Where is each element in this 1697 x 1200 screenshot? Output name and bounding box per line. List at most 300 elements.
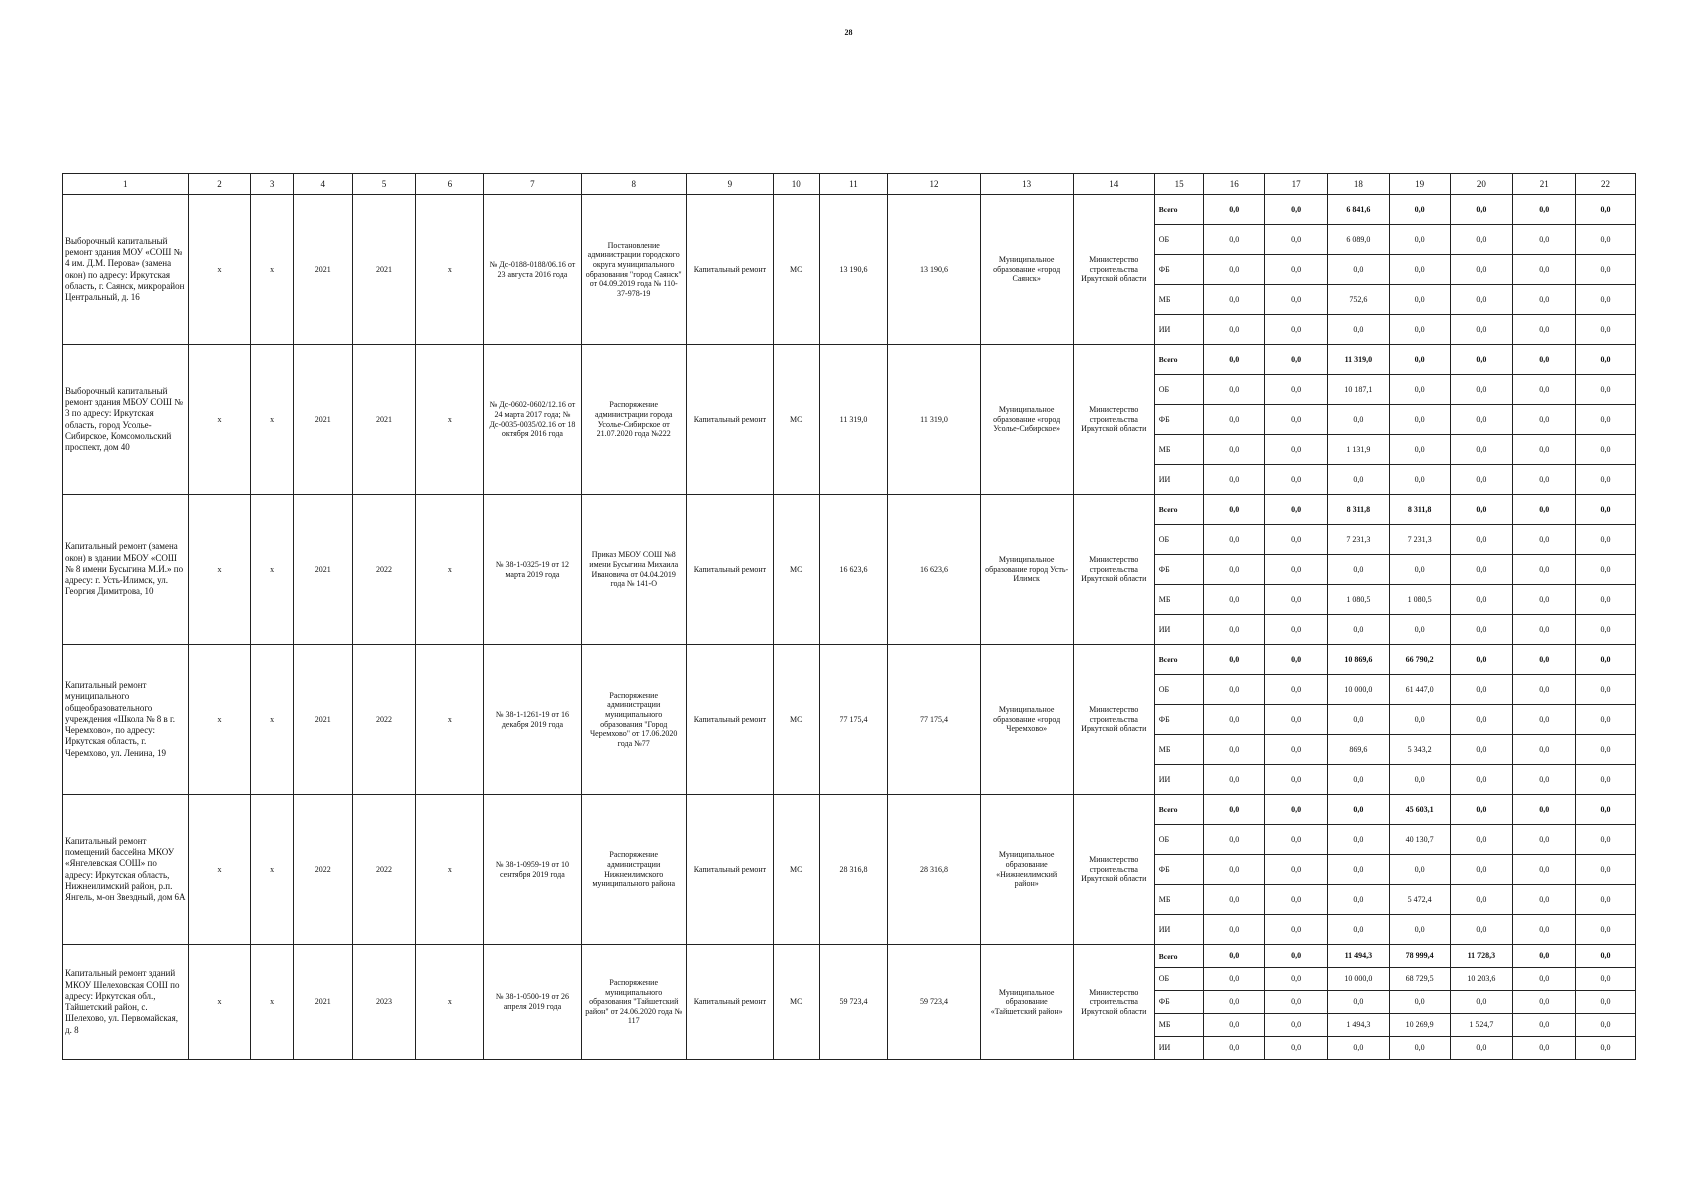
funding-value: 0,0: [1389, 195, 1450, 225]
funding-value: 0,0: [1204, 825, 1265, 855]
column-header: 17: [1265, 174, 1328, 195]
funding-value: 0,0: [1389, 225, 1450, 255]
funding-value: 8 311,8: [1327, 495, 1389, 525]
cell-col-2: х: [188, 945, 251, 1060]
cell-col-2: х: [188, 345, 251, 495]
cell-col-6: х: [416, 195, 484, 345]
funding-value: 0,0: [1265, 735, 1328, 765]
funding-value: 0,0: [1204, 945, 1265, 968]
funding-source-label: ФБ: [1154, 705, 1204, 735]
work-type: Капитальный ремонт: [686, 195, 773, 345]
funding-value: 0,0: [1265, 195, 1328, 225]
funding-value: 0,0: [1450, 615, 1513, 645]
column-header: 2: [188, 174, 251, 195]
funding-value: 0,0: [1576, 991, 1636, 1014]
funding-value: 0,0: [1450, 405, 1513, 435]
funding-value: 0,0: [1576, 705, 1636, 735]
funding-value: 0,0: [1265, 495, 1328, 525]
funding-value: 0,0: [1450, 465, 1513, 495]
funding-value: 0,0: [1265, 405, 1328, 435]
cell-col-6: х: [416, 795, 484, 945]
funding-value: 0,0: [1389, 555, 1450, 585]
funding-value: 0,0: [1389, 465, 1450, 495]
funding-value: 0,0: [1204, 525, 1265, 555]
funding-value: 0,0: [1327, 825, 1389, 855]
funding-source-label: ОБ: [1154, 225, 1204, 255]
funding-value: 0,0: [1513, 585, 1576, 615]
column-header: 15: [1154, 174, 1204, 195]
funding-value: 0,0: [1513, 795, 1576, 825]
funding-value: 0,0: [1327, 885, 1389, 915]
funding-value: 0,0: [1450, 555, 1513, 585]
funding-value: 0,0: [1265, 825, 1328, 855]
funding-source-label: ОБ: [1154, 375, 1204, 405]
funding-value: 0,0: [1204, 315, 1265, 345]
funding-value: 0,0: [1450, 1037, 1513, 1060]
start-year: 2021: [293, 495, 352, 645]
cell-col-6: х: [416, 495, 484, 645]
funding-value: 0,0: [1265, 765, 1328, 795]
funding-value: 0,0: [1265, 645, 1328, 675]
cell-col-6: х: [416, 945, 484, 1060]
funding-row: [63, 195, 1636, 225]
funding-value: 0,0: [1389, 435, 1450, 465]
funding-value: 0,0: [1204, 225, 1265, 255]
funding-value: 0,0: [1576, 255, 1636, 285]
funding-value: 0,0: [1576, 795, 1636, 825]
estimated-cost: 13 190,6: [819, 195, 888, 345]
funding-value: 0,0: [1327, 991, 1389, 1014]
column-header: 20: [1450, 174, 1513, 195]
funding-value: 0,0: [1265, 1014, 1328, 1037]
funding-value: 0,0: [1265, 255, 1328, 285]
funding-value: 0,0: [1265, 465, 1328, 495]
column-header: 12: [888, 174, 980, 195]
municipality: Муниципальное образование город Усть-Илимск: [980, 495, 1073, 645]
funding-value: 0,0: [1450, 735, 1513, 765]
funding-value: 0,0: [1204, 255, 1265, 285]
remaining-cost: 28 316,8: [888, 795, 980, 945]
funding-value: 0,0: [1204, 1014, 1265, 1037]
funding-value: 869,6: [1327, 735, 1389, 765]
funding-value: 0,0: [1265, 525, 1328, 555]
funding-value: 0,0: [1204, 735, 1265, 765]
funding-source-label: ОБ: [1154, 825, 1204, 855]
page-number: 28: [844, 28, 853, 37]
investment-table-container: [62, 173, 1636, 1060]
investment-table: [62, 173, 1636, 1060]
funding-value: 0,0: [1513, 1037, 1576, 1060]
funding-source-label: Всего: [1154, 795, 1204, 825]
funding-value: 0,0: [1389, 345, 1450, 375]
funding-value: 0,0: [1265, 915, 1328, 945]
column-header: 8: [581, 174, 686, 195]
funding-value: 0,0: [1576, 525, 1636, 555]
remaining-cost: 16 623,6: [888, 495, 980, 645]
cell-col-3: х: [251, 945, 294, 1060]
cell-col-3: х: [251, 195, 294, 345]
funding-value: 0,0: [1576, 968, 1636, 991]
funding-value: 0,0: [1204, 915, 1265, 945]
approval-document: Распоряжение администрации Нижнеилимского муниципального района: [581, 795, 686, 945]
funding-value: 0,0: [1204, 285, 1265, 315]
funding-value: 0,0: [1576, 345, 1636, 375]
funding-value: 0,0: [1513, 405, 1576, 435]
funding-value: 0,0: [1450, 991, 1513, 1014]
estimated-cost: 28 316,8: [819, 795, 888, 945]
funding-value: 0,0: [1389, 1037, 1450, 1060]
funding-value: 0,0: [1576, 285, 1636, 315]
funding-value: 0,0: [1265, 1037, 1328, 1060]
funding-value: 0,0: [1450, 315, 1513, 345]
funding-value: 0,0: [1327, 255, 1389, 285]
funding-value: 0,0: [1450, 585, 1513, 615]
funding-value: 0,0: [1265, 315, 1328, 345]
column-header: 22: [1576, 174, 1636, 195]
responsible-ministry: Министерство строительства Иркутской области: [1073, 345, 1154, 495]
funding-value: 0,0: [1327, 615, 1389, 645]
remaining-cost: 59 723,4: [888, 945, 980, 1060]
municipality: Муниципальное образование «город Усолье-Сибирское»: [980, 345, 1073, 495]
funding-value: 0,0: [1389, 615, 1450, 645]
unit: МС: [773, 795, 819, 945]
unit: МС: [773, 195, 819, 345]
column-header: 16: [1204, 174, 1265, 195]
funding-value: 0,0: [1450, 435, 1513, 465]
expertise-conclusion: № 38-1-0500-19 от 26 апреля 2019 года: [484, 945, 581, 1060]
column-header: 6: [416, 174, 484, 195]
column-header: 14: [1073, 174, 1154, 195]
approval-document: Постановление администрации городского округа муниципального образования "город Саянск" от 04.09.2019 года № 110-37-978-19: [581, 195, 686, 345]
expertise-conclusion: № Дс-0188-0188/06.16 от 23 августа 2016 года: [484, 195, 581, 345]
remaining-cost: 11 319,0: [888, 345, 980, 495]
funding-value: 0,0: [1265, 795, 1328, 825]
funding-source-label: ОБ: [1154, 968, 1204, 991]
cell-col-2: х: [188, 645, 251, 795]
funding-source-label: МБ: [1154, 1014, 1204, 1037]
funding-value: 0,0: [1450, 705, 1513, 735]
funding-value: 0,0: [1450, 645, 1513, 675]
funding-value: 0,0: [1576, 555, 1636, 585]
cell-col-3: х: [251, 345, 294, 495]
funding-value: 0,0: [1204, 585, 1265, 615]
cell-col-2: х: [188, 795, 251, 945]
funding-value: 0,0: [1450, 195, 1513, 225]
funding-row: [63, 945, 1636, 968]
funding-value: 0,0: [1450, 885, 1513, 915]
funding-source-label: ИИ: [1154, 465, 1204, 495]
funding-value: 0,0: [1389, 315, 1450, 345]
funding-row: [63, 345, 1636, 375]
funding-value: 0,0: [1204, 405, 1265, 435]
funding-value: 8 311,8: [1389, 495, 1450, 525]
remaining-cost: 13 190,6: [888, 195, 980, 345]
work-type: Капитальный ремонт: [686, 795, 773, 945]
end-year: 2021: [352, 195, 416, 345]
funding-value: 0,0: [1265, 945, 1328, 968]
funding-value: 0,0: [1265, 375, 1328, 405]
funding-value: 1 524,7: [1450, 1014, 1513, 1037]
funding-value: 11 728,3: [1450, 945, 1513, 968]
cell-col-3: х: [251, 645, 294, 795]
expertise-conclusion: № Дс-0602-0602/12.16 от 24 марта 2017 года; № Дс-0035-0035/02.16 от 18 октября 2016 года: [484, 345, 581, 495]
funding-source-label: ОБ: [1154, 675, 1204, 705]
funding-source-label: ИИ: [1154, 765, 1204, 795]
end-year: 2022: [352, 645, 416, 795]
approval-document: Распоряжение муниципального образования "Тайшетский район" от 24.06.2020 года № 117: [581, 945, 686, 1060]
funding-source-label: МБ: [1154, 585, 1204, 615]
approval-document: Распоряжение администрации муниципального образования "Город Черемхово" от 17.06.2020 года №77: [581, 645, 686, 795]
funding-value: 1 494,3: [1327, 1014, 1389, 1037]
funding-value: 1 080,5: [1389, 585, 1450, 615]
municipality: Муниципальное образование «город Черемхово»: [980, 645, 1073, 795]
funding-value: 0,0: [1513, 495, 1576, 525]
funding-value: 0,0: [1327, 915, 1389, 945]
funding-value: 0,0: [1513, 645, 1576, 675]
funding-value: 0,0: [1389, 255, 1450, 285]
funding-source-label: ФБ: [1154, 255, 1204, 285]
funding-value: 0,0: [1450, 675, 1513, 705]
work-type: Капитальный ремонт: [686, 345, 773, 495]
funding-value: 0,0: [1513, 465, 1576, 495]
funding-value: 0,0: [1204, 345, 1265, 375]
unit: МС: [773, 945, 819, 1060]
funding-value: 0,0: [1576, 855, 1636, 885]
funding-source-label: МБ: [1154, 435, 1204, 465]
funding-value: 0,0: [1513, 555, 1576, 585]
funding-value: 66 790,2: [1389, 645, 1450, 675]
funding-value: 0,0: [1450, 495, 1513, 525]
cell-col-2: х: [188, 495, 251, 645]
expertise-conclusion: № 38-1-0959-19 от 10 сентября 2019 года: [484, 795, 581, 945]
funding-value: 1 080,5: [1327, 585, 1389, 615]
funding-value: 0,0: [1576, 195, 1636, 225]
funding-value: 0,0: [1576, 405, 1636, 435]
funding-value: 0,0: [1265, 225, 1328, 255]
funding-value: 68 729,5: [1389, 968, 1450, 991]
funding-value: 0,0: [1450, 375, 1513, 405]
funding-value: 0,0: [1513, 315, 1576, 345]
funding-value: 0,0: [1389, 915, 1450, 945]
estimated-cost: 59 723,4: [819, 945, 888, 1060]
unit: МС: [773, 495, 819, 645]
funding-value: 0,0: [1389, 705, 1450, 735]
funding-value: 0,0: [1450, 285, 1513, 315]
funding-value: 0,0: [1265, 705, 1328, 735]
funding-value: 0,0: [1576, 675, 1636, 705]
funding-value: 0,0: [1576, 1014, 1636, 1037]
column-number-row: [63, 174, 1636, 195]
funding-source-label: Всего: [1154, 495, 1204, 525]
funding-value: 0,0: [1450, 765, 1513, 795]
funding-value: 10 269,9: [1389, 1014, 1450, 1037]
funding-row: [63, 495, 1636, 525]
end-year: 2023: [352, 945, 416, 1060]
funding-value: 0,0: [1204, 375, 1265, 405]
municipality: Муниципальное образование «Нижнеилимский район»: [980, 795, 1073, 945]
cell-col-6: х: [416, 645, 484, 795]
funding-value: 1 131,9: [1327, 435, 1389, 465]
funding-value: 0,0: [1389, 765, 1450, 795]
funding-value: 0,0: [1513, 525, 1576, 555]
funding-value: 0,0: [1265, 855, 1328, 885]
funding-value: 11 494,3: [1327, 945, 1389, 968]
funding-value: 0,0: [1265, 435, 1328, 465]
estimated-cost: 11 319,0: [819, 345, 888, 495]
funding-value: 0,0: [1576, 1037, 1636, 1060]
funding-value: 0,0: [1513, 345, 1576, 375]
funding-value: 0,0: [1513, 285, 1576, 315]
funding-value: 0,0: [1513, 915, 1576, 945]
funding-value: 10 187,1: [1327, 375, 1389, 405]
funding-value: 0,0: [1576, 435, 1636, 465]
funding-value: 0,0: [1265, 991, 1328, 1014]
work-type: Капитальный ремонт: [686, 495, 773, 645]
remaining-cost: 77 175,4: [888, 645, 980, 795]
column-header: 3: [251, 174, 294, 195]
funding-value: 0,0: [1513, 225, 1576, 255]
funding-value: 0,0: [1576, 225, 1636, 255]
start-year: 2022: [293, 795, 352, 945]
funding-value: 0,0: [1204, 465, 1265, 495]
funding-value: 0,0: [1327, 465, 1389, 495]
funding-value: 0,0: [1576, 735, 1636, 765]
funding-value: 0,0: [1204, 555, 1265, 585]
project-description: Капитальный ремонт (замена окон) в здании МБОУ «СОШ № 8 имени Бусыгина М.И.» по адресу: г. Усть-Илимск, ул. Георгия Димитрова, 10: [63, 495, 189, 645]
funding-value: 0,0: [1513, 735, 1576, 765]
funding-value: 10 869,6: [1327, 645, 1389, 675]
funding-value: 0,0: [1204, 795, 1265, 825]
funding-value: 0,0: [1265, 555, 1328, 585]
expertise-conclusion: № 38-1-0325-19 от 12 марта 2019 года: [484, 495, 581, 645]
funding-value: 0,0: [1450, 915, 1513, 945]
funding-value: 0,0: [1204, 1037, 1265, 1060]
funding-value: 0,0: [1513, 765, 1576, 795]
project-description: Капитальный ремонт зданий МКОУ Шелеховская СОШ по адресу: Иркутская обл., Тайшетский район, с. Шелехово, ул. Первомайская, д. 8: [63, 945, 189, 1060]
approval-document: Распоряжение администрации города Усолье-Сибирское от 21.07.2020 года №222: [581, 345, 686, 495]
funding-source-label: МБ: [1154, 285, 1204, 315]
cell-col-2: х: [188, 195, 251, 345]
estimated-cost: 77 175,4: [819, 645, 888, 795]
funding-value: 0,0: [1389, 375, 1450, 405]
funding-value: 0,0: [1265, 285, 1328, 315]
funding-value: 0,0: [1204, 435, 1265, 465]
funding-value: 0,0: [1576, 375, 1636, 405]
funding-value: 0,0: [1513, 615, 1576, 645]
column-header: 13: [980, 174, 1073, 195]
funding-value: 0,0: [1576, 495, 1636, 525]
funding-value: 0,0: [1576, 885, 1636, 915]
funding-source-label: ФБ: [1154, 405, 1204, 435]
funding-value: 0,0: [1450, 825, 1513, 855]
funding-value: 10 000,0: [1327, 675, 1389, 705]
funding-value: 0,0: [1389, 855, 1450, 885]
funding-value: 7 231,3: [1389, 525, 1450, 555]
work-type: Капитальный ремонт: [686, 645, 773, 795]
project-description: Капитальный ремонт помещений бассейна МКОУ «Янгелевская СОШ» по адресу: Иркутская область, Нижнеилимский район, р.п. Янгель, м-он Звездный, дом 6А: [63, 795, 189, 945]
funding-value: 0,0: [1204, 675, 1265, 705]
funding-value: 0,0: [1265, 675, 1328, 705]
column-header: 11: [819, 174, 888, 195]
unit: МС: [773, 645, 819, 795]
funding-value: 0,0: [1389, 405, 1450, 435]
funding-value: 0,0: [1576, 615, 1636, 645]
start-year: 2021: [293, 195, 352, 345]
funding-value: 10 203,6: [1450, 968, 1513, 991]
funding-value: 0,0: [1204, 195, 1265, 225]
end-year: 2022: [352, 495, 416, 645]
funding-value: 0,0: [1513, 705, 1576, 735]
funding-value: 0,0: [1576, 315, 1636, 345]
funding-value: 0,0: [1204, 855, 1265, 885]
funding-value: 0,0: [1576, 765, 1636, 795]
funding-source-label: МБ: [1154, 885, 1204, 915]
column-header: 9: [686, 174, 773, 195]
funding-value: 0,0: [1389, 285, 1450, 315]
funding-value: 0,0: [1513, 885, 1576, 915]
funding-value: 0,0: [1204, 645, 1265, 675]
funding-value: 0,0: [1327, 555, 1389, 585]
funding-value: 0,0: [1204, 968, 1265, 991]
funding-value: 0,0: [1576, 945, 1636, 968]
funding-source-label: ФБ: [1154, 991, 1204, 1014]
responsible-ministry: Министерство строительства Иркутской области: [1073, 495, 1154, 645]
funding-value: 0,0: [1513, 855, 1576, 885]
funding-value: 0,0: [1204, 885, 1265, 915]
funding-value: 0,0: [1513, 435, 1576, 465]
cell-col-3: х: [251, 495, 294, 645]
cell-col-3: х: [251, 795, 294, 945]
funding-source-label: Всего: [1154, 645, 1204, 675]
column-header: 21: [1513, 174, 1576, 195]
column-header: 7: [484, 174, 581, 195]
start-year: 2021: [293, 645, 352, 795]
funding-value: 0,0: [1513, 255, 1576, 285]
funding-value: 0,0: [1327, 315, 1389, 345]
funding-value: 6 841,6: [1327, 195, 1389, 225]
funding-value: 0,0: [1576, 585, 1636, 615]
responsible-ministry: Министерство строительства Иркутской области: [1073, 945, 1154, 1060]
responsible-ministry: Министерство строительства Иркутской области: [1073, 645, 1154, 795]
end-year: 2021: [352, 345, 416, 495]
funding-value: 0,0: [1204, 705, 1265, 735]
funding-value: 40 130,7: [1389, 825, 1450, 855]
funding-value: 0,0: [1576, 825, 1636, 855]
funding-value: 0,0: [1265, 968, 1328, 991]
funding-value: 0,0: [1450, 525, 1513, 555]
funding-value: 0,0: [1513, 1014, 1576, 1037]
funding-value: 0,0: [1327, 765, 1389, 795]
funding-value: 0,0: [1327, 1037, 1389, 1060]
funding-source-label: ИИ: [1154, 1037, 1204, 1060]
funding-value: 0,0: [1576, 465, 1636, 495]
funding-value: 7 231,3: [1327, 525, 1389, 555]
funding-value: 0,0: [1576, 915, 1636, 945]
funding-value: 0,0: [1513, 991, 1576, 1014]
approval-document: Приказ МБОУ СОШ №8 имени Бусыгина Михаила Ивановича от 04.04.2019 года № 141-О: [581, 495, 686, 645]
table-body: [63, 174, 1636, 1060]
column-header: 10: [773, 174, 819, 195]
funding-source-label: Всего: [1154, 945, 1204, 968]
column-header: 18: [1327, 174, 1389, 195]
funding-value: 0,0: [1450, 795, 1513, 825]
funding-source-label: ФБ: [1154, 555, 1204, 585]
funding-source-label: ИИ: [1154, 915, 1204, 945]
funding-value: 0,0: [1513, 375, 1576, 405]
funding-value: 61 447,0: [1389, 675, 1450, 705]
funding-value: 0,0: [1450, 255, 1513, 285]
project-description: Выборочный капитальный ремонт здания МБОУ СОШ № 3 по адресу: Иркутская область, город Усолье-Сибирское, Комсомольский проспект, дом 40: [63, 345, 189, 495]
